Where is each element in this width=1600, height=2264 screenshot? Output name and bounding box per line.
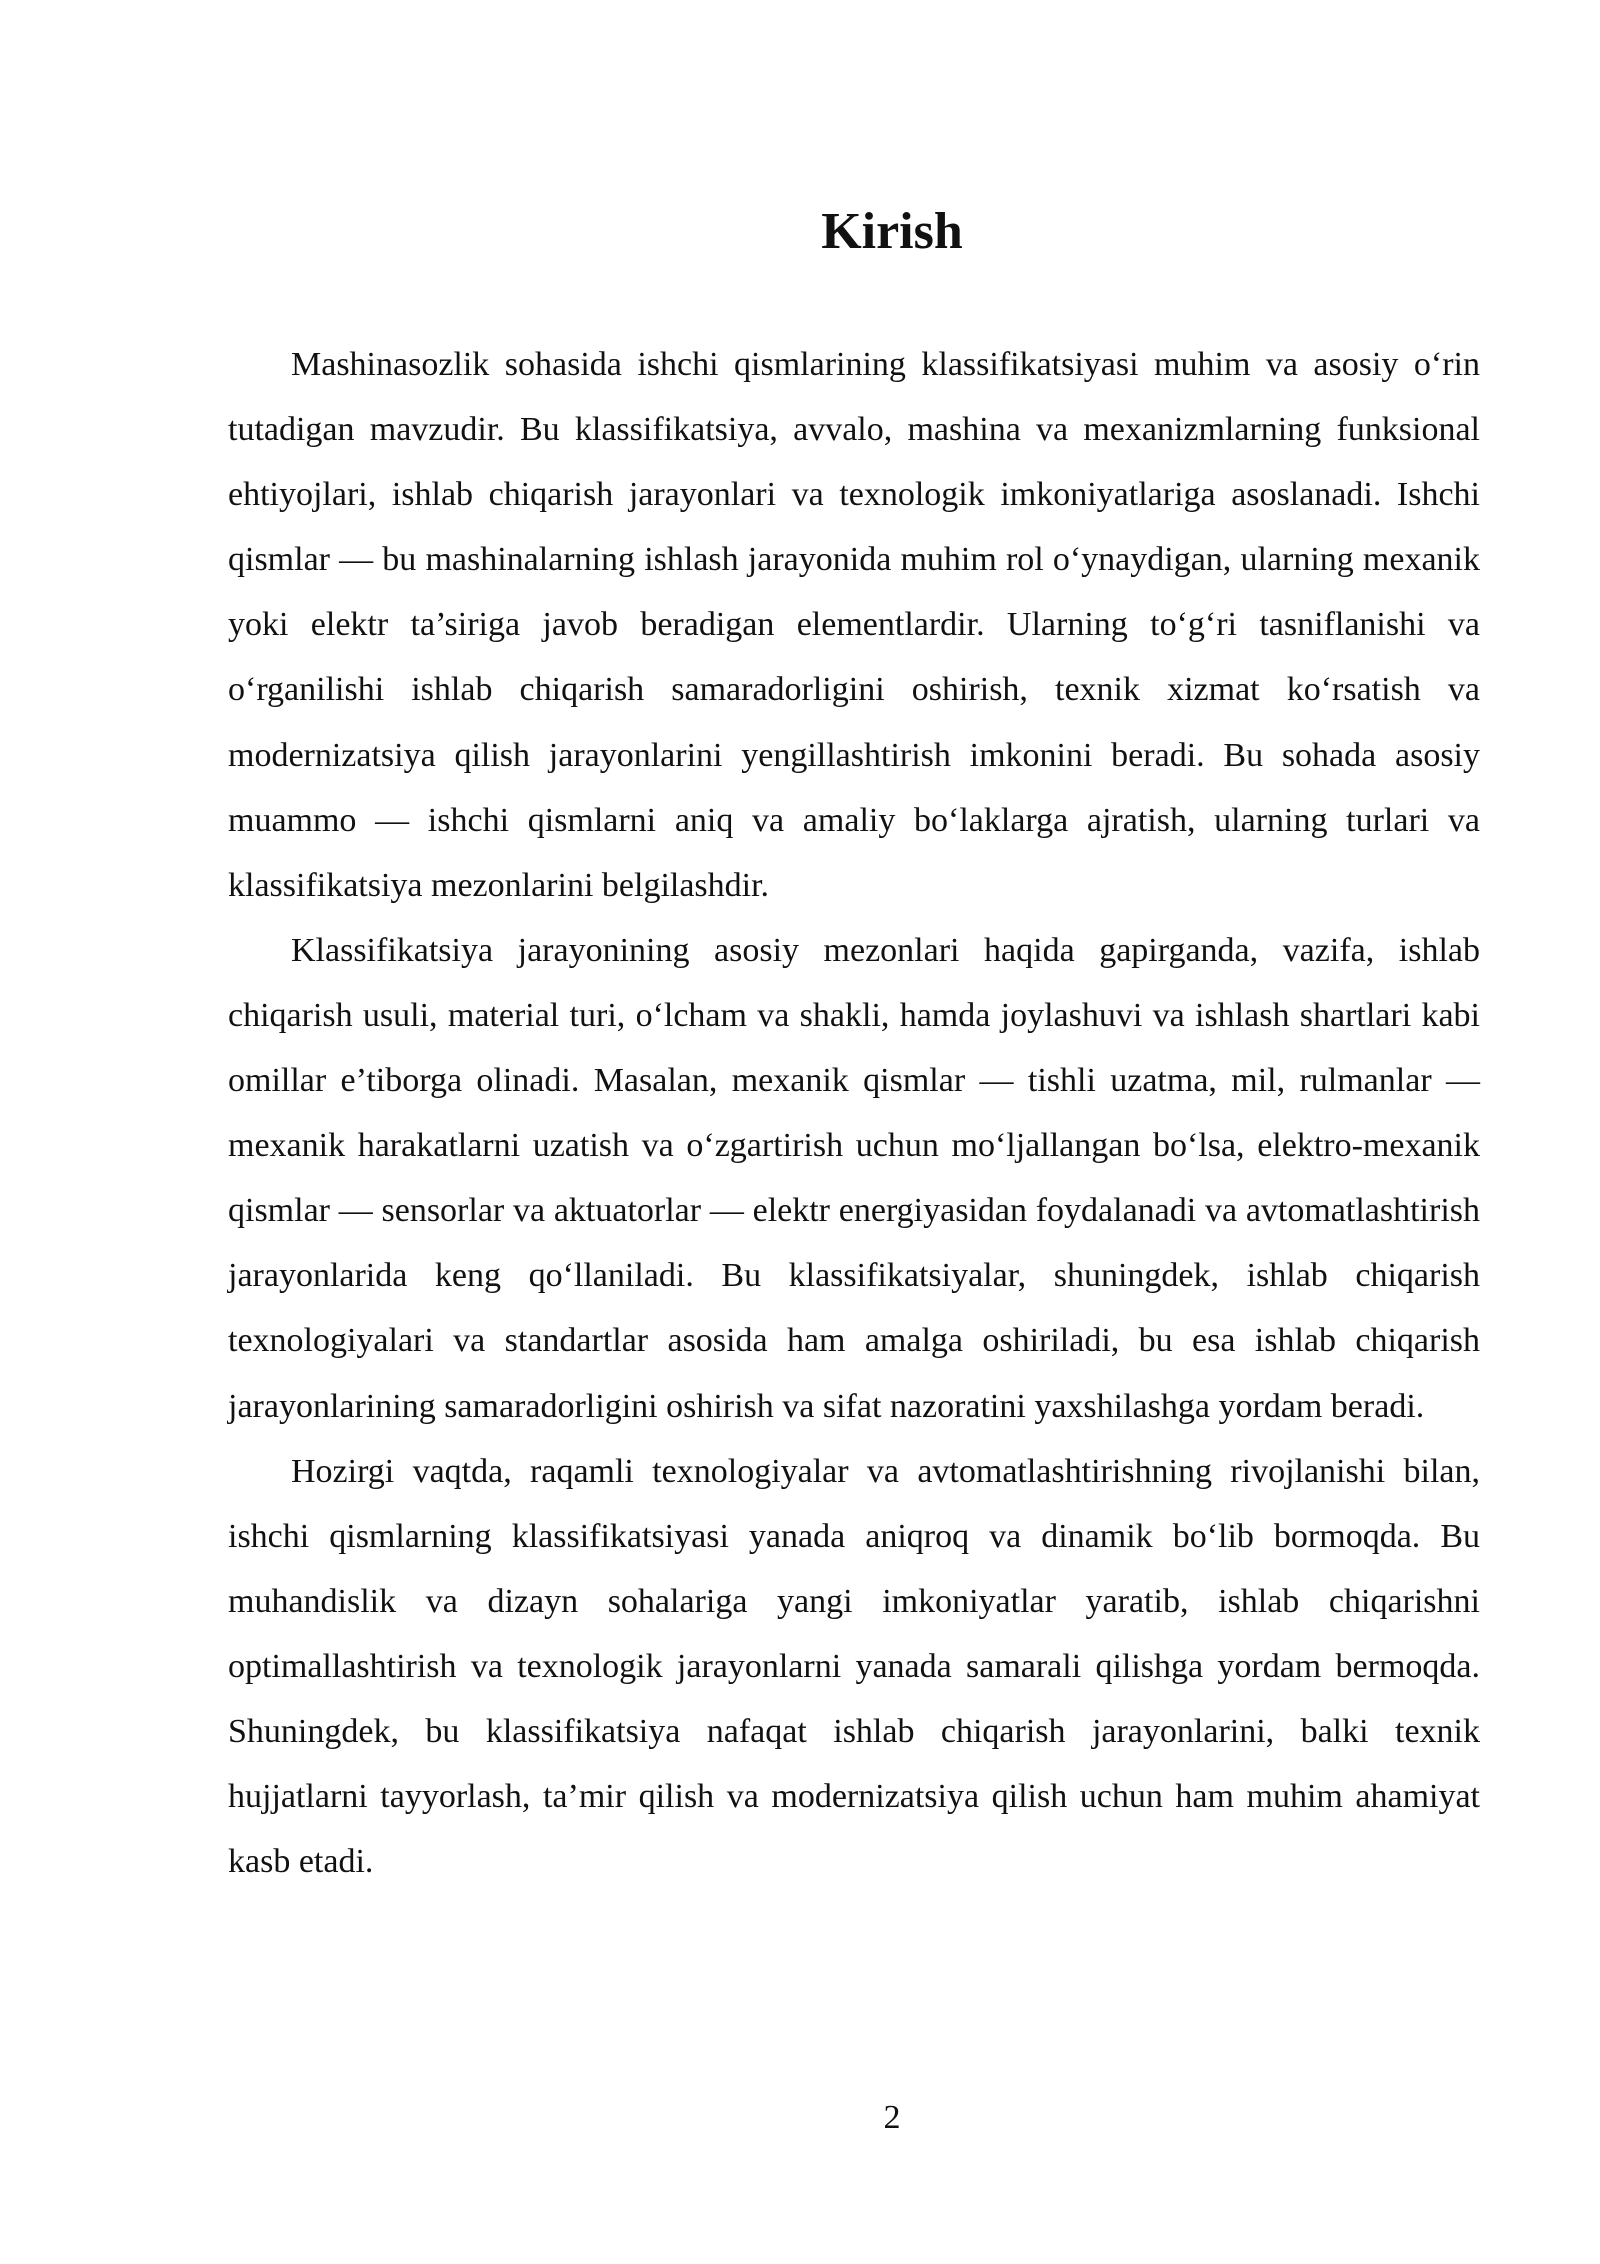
page-number: 2 [883,2099,901,2136]
paragraph: Hozirgi vaqtda, raqamli texnologiyalar va avtomatlashtirishning rivojlanishi bilan, ishchi qismlarning klassifikatsiyasi yanada aniqroq va dinamik bo‘lib bormoqda. Bu muhandislik va dizayn sohalariga yangi imkoniyatlar yaratib, ishlab chiqarishni optimallashtirish va texnologik jarayonlarni yanada samarali qilishga yordam bermoqda. Shuningdek, bu klassifikatsiya nafaqat ishlab chiqarish jarayonlarini, balki texnik hujjatlarni tayyorlash, ta’mir qilish va modernizatsiya qilish uchun ham muhim ahamiyat kasb etadi. [228,1452,1480,1881]
page-title: Kirish [821,203,963,260]
paragraph: Klassifikatsiya jarayonining asosiy mezonlari haqida gapirganda, vazifa, ishlab chiqarish usuli, material turi, o‘lcham va shakli, hamda joylashuvi va ishlash shartlari kabi omillar e’tiborga olinadi. Masalan, mexanik qismlar — tishli uzatma, mil, rulmanlar — mexanik harakatlarni uzatish va o‘zgartirish uchun mo‘ljallangan bo‘lsa, elektro-mexanik qismlar — sensorlar va aktuatorlar — elektr energiyasidan foydalanadi va avtomatlashtirish jarayonlarida keng qo‘llaniladi. Bu klassifikatsiyalar, shuningdek, ishlab chiqarish texnologiyalari va standartlar asosida ham amalga oshiriladi, bu esa ishlab chiqarish jarayonlarining samaradorligini oshirish va sifat nazoratini yaxshilashga yordam beradi. [228,931,1480,1425]
paragraph: Mashinasozlik sohasida ishchi qismlarining klassifikatsiyasi muhim va asosiy o‘rin tutadigan mavzudir. Bu klassifikatsiya, avvalo, mashina va mexanizmlarning funksional ehtiyojlari, ishlab chiqarish jarayonlari va texnologik imkoniyatlariga asoslanadi. Ishchi qismlar — bu mashinalarning ishlash jarayonida muhim rol o‘ynaydigan, ularning mexanik yoki elektr ta’siriga javob beradigan elementlardir. Ularning to‘g‘ri tasniflanishi va o‘rganilishi ishlab chiqarish samaradorligini oshirish, texnik xizmat ko‘rsatish va modernizatsiya qilish jarayonlarini yengillashtirish imkonini beradi. Bu sohada asosiy muammo — ishchi qismlarni aniq va amaliy bo‘laklarga ajratish, ularning turlari va klassifikatsiya mezonlarini belgilashdir. [228,346,1480,904]
body-text [228,332,1480,1894]
